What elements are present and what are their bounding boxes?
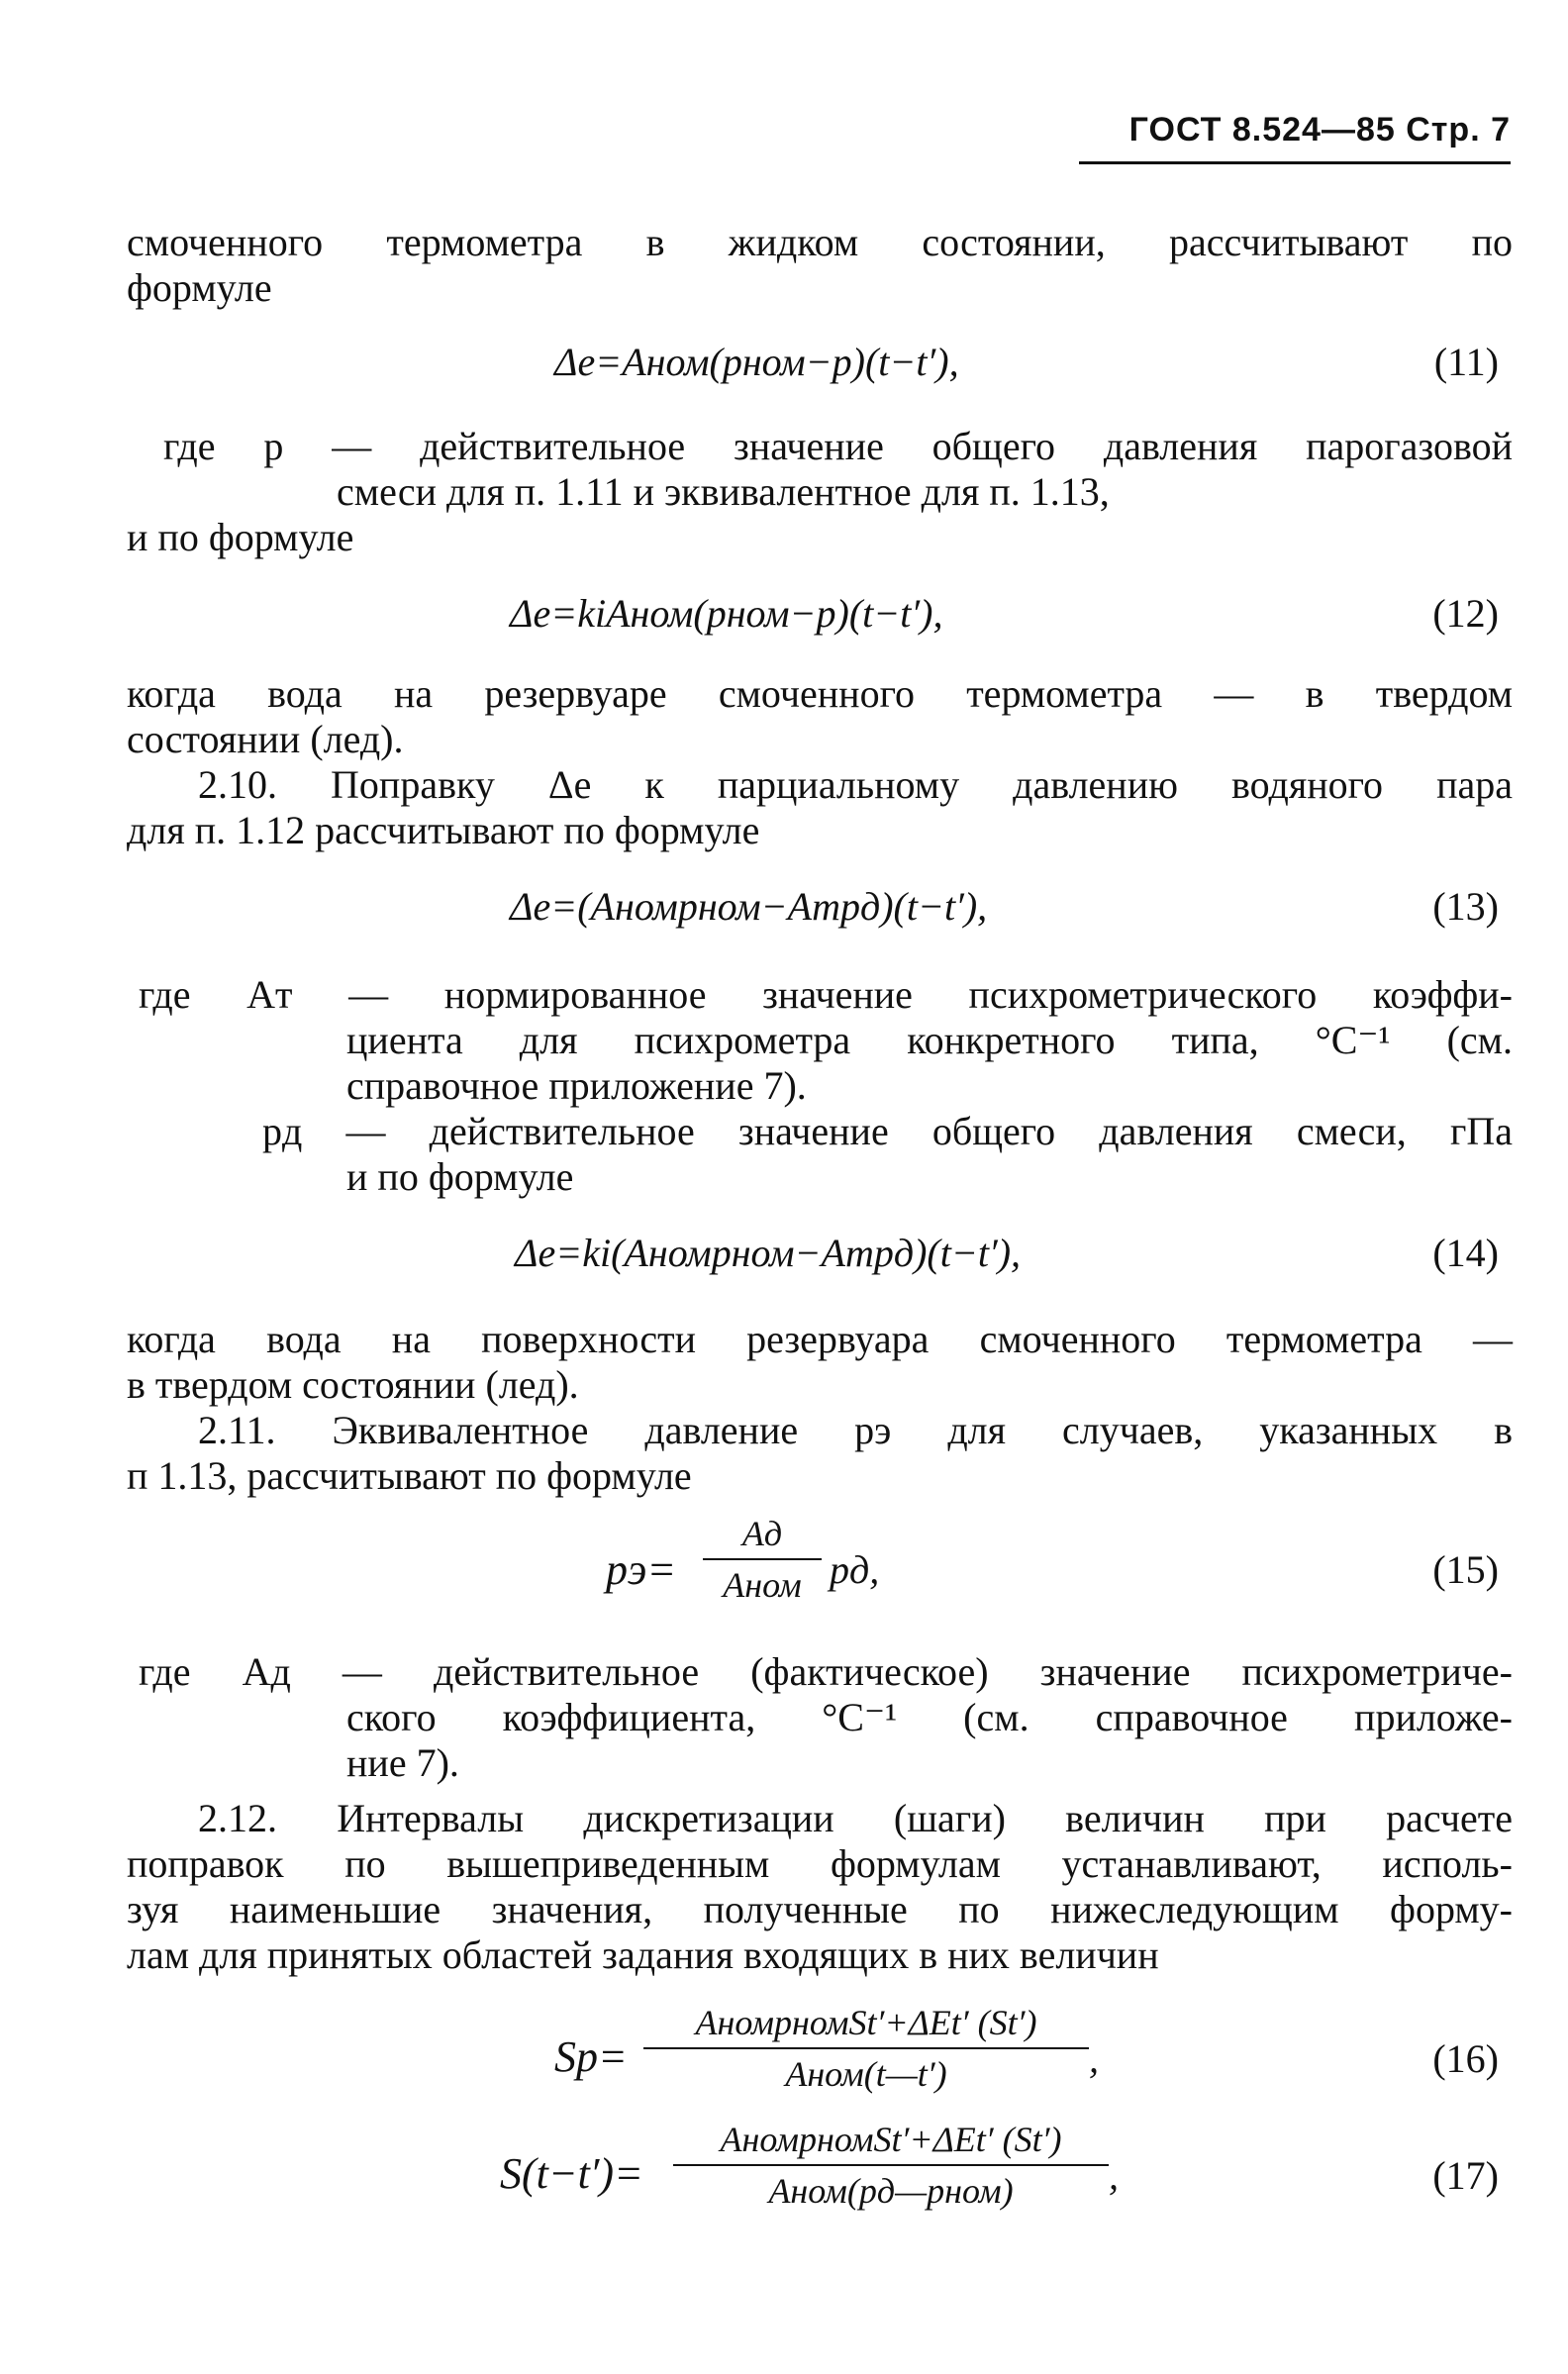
- formula-15-denominator: Aном: [723, 1565, 802, 1605]
- formula-15-lhs: pэ=: [606, 1545, 677, 1594]
- text-line: когда вода на резервуаре смоченного термометра — в твердом: [127, 671, 1513, 716]
- text-line: зуя наименьшие значения, полученные по нижеследующим форму-: [127, 1887, 1513, 1931]
- text-line: где Aд — действительное (фактическое) значение психрометриче-: [139, 1649, 1513, 1694]
- equation-number-16: (16): [1432, 2036, 1499, 2081]
- header-rule: [1079, 161, 1511, 164]
- text-line: 2.11. Эквивалентное давление pэ для случаев, указанных в: [198, 1408, 1513, 1452]
- page-header: ГОСТ 8.524—85 Стр. 7: [1128, 111, 1511, 148]
- equation-number-12: (12): [1432, 591, 1499, 636]
- formula-17-denominator: Aном(pд—pном): [768, 2171, 1014, 2211]
- formula-15-numerator: Aд: [741, 1514, 783, 1553]
- formula-16-numerator: AномpномSt′+ΔEt′ (St′): [695, 2003, 1037, 2042]
- text-line: справочное приложение 7).: [346, 1063, 807, 1108]
- formula-17-comma: ,: [1109, 2153, 1119, 2198]
- formula-16-comma: ,: [1089, 2036, 1099, 2081]
- equation-number-17: (17): [1432, 2153, 1499, 2198]
- formula-16-denominator: Aном(t—t′): [785, 2054, 947, 2094]
- text-line: 2.12. Интервалы дискретизации (шаги) величин при расчете: [198, 1796, 1513, 1840]
- equation-number-15: (15): [1432, 1547, 1499, 1592]
- formula-16-lhs: Sp=: [554, 2032, 628, 2081]
- text-line: где Aт — нормированное значение психрометрического коэффи-: [139, 972, 1513, 1017]
- text-line: ского коэффициента, °C⁻¹ (см. справочное приложе-: [346, 1695, 1513, 1739]
- text-line: состоянии (лед).: [127, 717, 404, 761]
- text-line: п 1.13, рассчитывают по формуле: [127, 1453, 692, 1498]
- formula-11: Δe=Aном(pном−p)(t−t′),: [554, 340, 959, 384]
- text-line: когда вода на поверхности резервуара смоченного термометра —: [127, 1317, 1513, 1361]
- text-line: и по формуле: [346, 1154, 574, 1199]
- equation-number-11: (11): [1433, 340, 1499, 384]
- text-line: в твердом состоянии (лед).: [127, 1362, 579, 1407]
- text-line: поправок по вышеприведенным формулам устанавливают, исполь-: [127, 1841, 1513, 1886]
- text-line: циента для психрометра конкретного типа, °C⁻¹ (см.: [346, 1018, 1513, 1062]
- formula-12: Δe=kiAном(pном−p)(t−t′),: [510, 591, 943, 636]
- text-line: и по формуле: [127, 515, 354, 559]
- equation-number-14: (14): [1432, 1231, 1499, 1275]
- equation-number-13: (13): [1432, 884, 1499, 929]
- text-line: смеси для п. 1.11 и эквивалентное для п. 1.13,: [337, 469, 1110, 514]
- formula-16-fraction: [643, 2002, 1089, 2095]
- formula-17-numerator: AномpномSt′+ΔEt′ (St′): [720, 2120, 1062, 2159]
- text-line: pд — действительное значение общего давления смеси, гПа: [262, 1109, 1513, 1153]
- formula-17-lhs: S(t−t′)=: [500, 2149, 643, 2198]
- text-line: лам для принятых областей задания входящих в них величин: [127, 1932, 1159, 1977]
- formula-17-fraction: [673, 2119, 1109, 2212]
- text-line: где p — действительное значение общего давления парогазовой: [163, 424, 1513, 468]
- text-line: смоченного термометра в жидком состоянии, рассчитывают по: [127, 220, 1513, 264]
- text-line: ние 7).: [346, 1740, 459, 1785]
- text-line: 2.10. Поправку Δe к парциальному давлению водяного пара: [198, 762, 1513, 807]
- formula-14: Δe=ki(Aномpном−Aтpд)(t−t′),: [515, 1231, 1022, 1275]
- formula-13: Δe=(Aномpном−Aтpд)(t−t′),: [510, 884, 988, 929]
- fraction-bar: [643, 2047, 1089, 2049]
- text-line: для п. 1.12 рассчитывают по формуле: [127, 808, 760, 852]
- formula-15-rhs: pд,: [830, 1547, 880, 1592]
- text-line: формуле: [127, 265, 272, 310]
- fraction-bar: [673, 2164, 1109, 2166]
- formula-15-fraction: [703, 1513, 822, 1606]
- fraction-bar: [703, 1558, 822, 1560]
